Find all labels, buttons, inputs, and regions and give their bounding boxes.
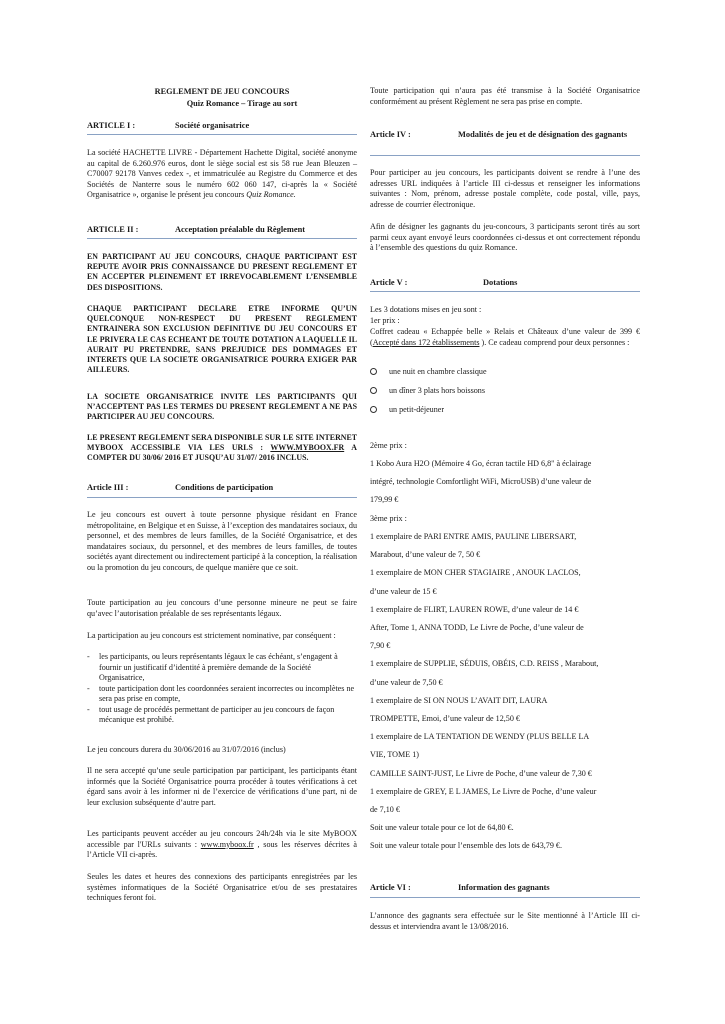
circle-bullet-icon [370,406,377,413]
article-3-para-2: Toute participation au jeu concours d’une personne mineure ne peut se faire qu’avec l’autorisation préalable de ses représentants légaux. [87,598,357,618]
prize-3-total: Soit une valeur totale pour ce lot de 64,80 €. [370,823,514,832]
document-title [87,86,357,109]
bullet-text: une nuit en chambre classique [389,367,487,376]
prize-3-line: TROMPETTE, Emoi, d’une valeur de 12,50 € [370,714,520,723]
article-number: Article V : [370,278,408,287]
right-intro: Toute participation qui n’aura pas été transmise à la Société Organisatrice conformément au présent Règlement ne sera pas prise en compte. [370,86,640,106]
prize-1-description [370,327,640,348]
article-2-para-1: EN PARTICIPANT AU JEU CONCOURS, CHAQUE PARTICIPANT EST REPUTE AVOIR PRIS CONNAISSANCE DU PRESENT REGLEMENT ET EN ACCEPTER PLEINEMENT ET IRREVOCABLEMENT L’ENSEMBLE DES DISPOSITIONS. [87,252,357,292]
prize-3-line: After, Tome 1, ANNA TODD, Le Livre de Poche, d’une valeur de [370,623,584,632]
prize-3-line: 1 exemplaire de MON CHER STAGIAIRE , ANOUK LACLOS, [370,568,581,577]
section-rule [370,291,640,292]
article-3-para-7: Seules les dates et heures des connexions des participants enregistrées par les systèmes informatiques de la Société Organisatrice et/ou de ses prestataires techniques feront foi. [87,872,357,902]
article-1-text: La société HACHETTE LIVRE - Département Hachette Digital, société anonyme au capital de 6.260.976 euros, dont le siège social est sis 58 rue Jean Bleuzen – C70007 92178 Vanves cedex -, et immatriculée au Registre du Commerce et des Sociétés de Nanterre sous le numéro 602 060 147, ci-après la « Société Organisatrice », organise le présent jeu concours [87,148,357,199]
section-rule [87,497,357,498]
prize-3-line: 1 exemplaire de SI ON NOUS L’AVAIT DIT, LAURA [370,696,548,705]
section-rule [370,155,640,156]
prize-3-line: CAMILLE SAINT-JUST, Le Livre de Poche, d’une valeur de 7,30 € [370,769,592,778]
myboox-link-2[interactable]: www.myboox.fr [200,839,254,849]
article-3-para-6-text: Les participants peuvent accéder au jeu concours 24h/24h via le site MyBOOX accessible par l'URLs suivants : [87,829,357,849]
prize-1-text: Coffret cadeau « Echappée belle » Relais et Châteaux d’une valeur de 399 € ( [370,327,640,347]
article-4-heading [370,129,640,151]
prize-3-line: d’une valeur de 15 € [370,587,437,596]
article-2-para-4 [87,433,357,464]
article-2-para-3: LA SOCIETE ORGANISATRICE INVITE LES PARTICIPANTS QUI N’ACCEPTENT PAS LES TERMES DU PRESENT REGLEMENT A NE PAS PARTICIPER AU JEU CONCOURS. [87,392,357,422]
article-number: Article IV : [370,130,411,139]
establishments-link[interactable]: Accepté dans 172 établissements [372,337,480,347]
article-number: Article III : [87,483,129,492]
bullet-text: un petit-déjeuner [389,405,445,414]
article-label: Conditions de participation [175,483,274,492]
article-3-para-6 [87,829,357,861]
myboox-link[interactable]: WWW.MYBOOX.FR [270,443,345,453]
article-label: Dotations [483,278,518,287]
list-item: - toute participation dont les coordonnées seraient incorrectes ou incomplètes ne sera pas prise en compte, [99,684,357,705]
article-3-para-3: La participation au jeu concours est strictement nominative, par conséquent : [87,631,336,640]
prize-3-line: 1 exemplaire de GREY, E L JAMES, Le Livre de Poche, d’une valeur [370,787,597,796]
prize-2-line: intégré, technologie Comfortlight WiFi, MicroUSB) d’une valeur de [370,477,592,486]
prize-3-line: 1 exemplaire de PARI ENTRE AMIS, PAULINE LIBERSART, [370,532,577,541]
prize-1-tail: ). Ce cadeau comprend pour deux personnes : [481,337,630,347]
prize-3-label: 3ème prix : [370,514,407,523]
prize-3-line: 1 exemplaire de FLIRT, LAUREN ROWE, d’une valeur de 14 € [370,605,579,614]
title-line-1: REGLEMENT DE JEU CONCOURS [154,87,290,96]
article-2-para-2: CHAQUE PARTICIPANT DECLARE ETRE INFORME QU’UN QUELCONQUE NON-RESPECT DU PRESENT REGLEMENT ENTRAINERA SON EXCLUSION DEFINITIVE DU JEU CONCOURS ET LE PRIVERA LE CAS ECHEANT DE TOUTE DOTATION A LAQUELLE IL AURAIT PU PRETENDRE, SANS PREJUDICE DES DOMMAGES ET INTERETS QUE LA SOCIETE ORGANISATRICE POURRA EXIGER PAR AILLEURS. [87,304,357,375]
list-item: - les participants, ou leurs représentants légaux le cas échéant, s’engagent à fournir un justificatif d’identité à première demande de la Société Organisatrice, [99,652,357,684]
article-1-body [87,148,357,201]
prize-2-line: 179,99 € [370,495,399,504]
grand-total: Soit une valeur totale pour l’ensemble des lots de 643,79 €. [370,841,562,850]
article-label: Acceptation préalable du Règlement [175,225,306,234]
prize-3-line: Marabout, d’une valeur de 7, 50 € [370,550,481,559]
article-3-para-5: Il ne sera accepté qu’une seule participation par participant, les participants étant informés que la Société Organisatrice pourra procéder à toutes vérifications à cet égard sans avoir à les informer ni de l’exercice de vérifications d’une part, ni de leur exclusion subséquente d’autre part. [87,766,357,807]
section-rule [87,134,357,135]
article-3-para-4: Le jeu concours durera du 30/06/2016 au 31/07/2016 (inclus) [87,745,286,754]
list-item: - tout usage de procédés permettant de participer au jeu concours de façon mécanique est prohibé. [99,705,357,726]
article-number: ARTICLE II : [87,225,139,234]
prize-2-line: 1 Kobo Aura H2O (Mémoire 4 Go, écran tactile HD 6,8" à éclairage [370,459,592,468]
article-6-para-1: L’annonce des gagnants sera effectuée sur le Site mentionné à l’Article III ci-dessus et interviendra avant le 13/08/2016. [370,911,640,931]
article-number: ARTICLE I : [87,121,136,130]
prize-3-line: de 7,10 € [370,805,400,814]
prize-3-line: VIE, TOME 1) [370,750,419,759]
article-number: Article VI : [370,883,411,892]
article-4-para-2: Afin de désigner les gagnants du jeu-concours, 3 participants seront tirés au sort parmi ceux ayant envoyé leurs coordonnées ci-dessus et ont correctement répondu à l’ensemble des questions du quiz Romance. [370,222,640,252]
article-1-italic: Quiz Romance. [246,190,296,199]
dotations-intro: Les 3 dotations mises en jeu sont : [370,305,482,314]
article-3-para-6-tail: , sous les réserves décrites à l’Article VII ci-après. [87,839,357,859]
article-3-para-1: Le jeu concours est ouvert à toute personne physique résidant en France métropolitaine, en Belgique et en Suisse, à l’exception des mandataires sociaux, du personnel, et des membres de leurs familles, de la Société Organisatrice, et des mandataires sociaux, du personnel, et des membres de leurs familles, de toutes sociétés ayant directement ou indirectement participé à la conception, la réalisation ou la promotion du jeu concours, de quelque manière que ce soit. [87,510,357,572]
article-label: Société organisatrice [175,121,250,130]
bullet-text: un dîner 3 plats hors boissons [389,386,485,395]
prize-1-label: 1er prix : [370,316,400,325]
article-3-list [87,652,357,726]
article-4-para-1: Pour participer au jeu concours, les participants doivent se rendre à l’une des adresses URL indiquées à l’article III ci-dessus et renseigner les informations suivantes : Nom, prénom, adresse postale complète, code postal, ville, pays, adresse de courrier électronique. [370,168,640,209]
section-rule [87,238,357,239]
title-line-2: Quiz Romance – Tirage au sort [186,98,298,108]
article-label: Information des gagnants [458,883,550,892]
section-rule [370,897,640,898]
article-label: Modalités de jeu et de désignation des gagnants [458,130,628,139]
prize-3-line: 1 exemplaire de SUPPLIE, SÉDUIS, OBÉIS, C.D. REISS , Marabout, [370,659,599,668]
prize-3-line: d’une valeur de 7,50 € [370,678,443,687]
article-2-para-4-dates: A COMPTER DU 30/06/ 2016 ET JUSQU’AU 31/07/ 2016 INCLUS. [87,443,357,463]
prize-3-line: 1 exemplaire de LA TENTATION DE WENDY (PLUS BELLE LA [370,732,590,741]
circle-bullet-icon [370,368,377,375]
article-2-para-4-text: LE PRESENT REGLEMENT SERA DISPONIBLE SUR LE SITE INTERNET MYBOOX ACCESSIBLE VIA LES URLS : [87,433,357,453]
prize-2-label: 2ème prix : [370,441,407,450]
prize-3-line: 7,90 € [370,641,391,650]
circle-bullet-icon [370,387,377,394]
